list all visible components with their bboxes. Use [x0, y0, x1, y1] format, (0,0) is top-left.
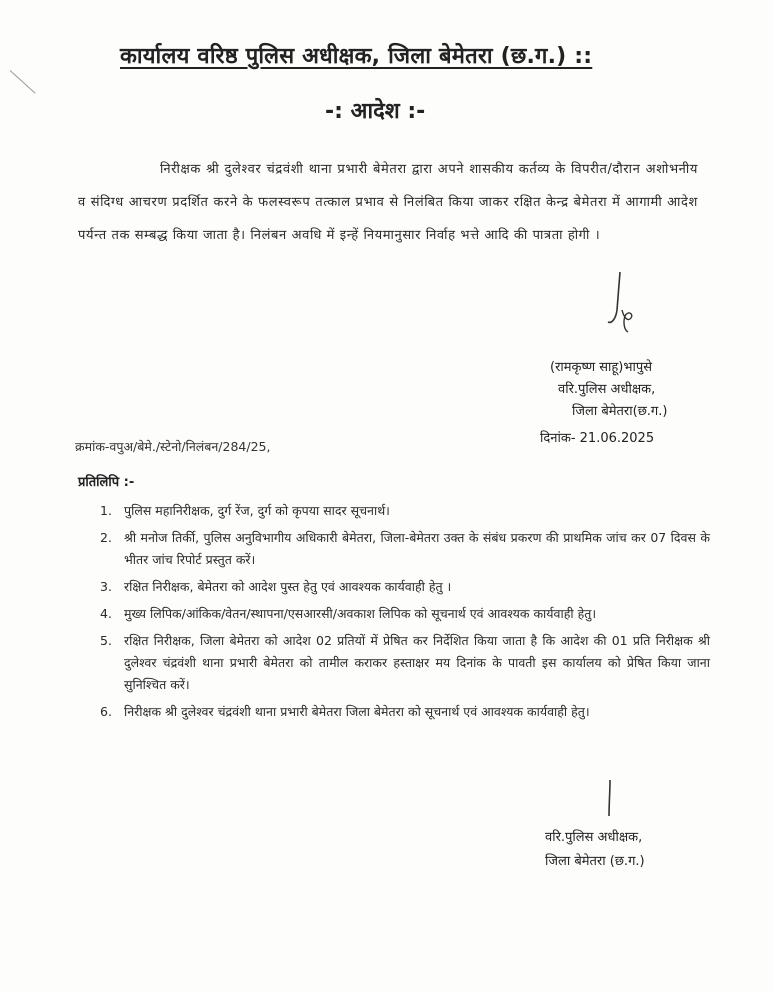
list-item-text: मुख्य लिपिक/आंकिक/वेतन/स्थापना/एसआरसी/अवकाश लिपिक को सूचनार्थ एवं आवश्यक कार्यवाही हेतु। [124, 606, 597, 621]
list-item-text: रक्षित निरीक्षक, जिला बेमेतरा को आदेश 02 प्रतियों में प्रेषित कर निर्देशित किया जाता है कि आदेश की 01 प्रति निरीक्षक श्री दुलेश्वर चंद्रवंशी थाना प्रभारी बेमेतरा को तामील कराकर हस्ताक्षर मय दिनांक के पावती इस कार्यालय को प्रेषित किया जाना सुनिश्चित करें। [124, 633, 710, 692]
order-date: दिनांक- 21.06.2025 [540, 431, 655, 446]
list-item-text: रक्षित निरीक्षक, बेमेतरा को आदेश पुस्त हेतु एवं आवश्यक कार्यवाही हेतु । [124, 579, 452, 594]
signature-mark [598, 270, 638, 340]
list-item [100, 701, 710, 723]
list-item-text: निरीक्षक श्री दुलेश्वर चंद्रवंशी थाना प्रभारी बेमेतरा जिला बेमेतरा को सूचनार्थ एवं आवश्यक कार्यवाही हेतु। [124, 704, 590, 719]
list-item-text: श्री मनोज तिर्की, पुलिस अनुविभागीय अधिकारी बेमेतरा, जिला-बेमेतरा उक्त के संबंध प्रकरण की प्राथमिक जांच कर 07 दिवस के भीतर जांच रिपोर्ट प्रस्तुत करें। [124, 530, 710, 567]
copy-to-heading: प्रतिलिपि :- [78, 475, 135, 490]
list-item [100, 630, 710, 696]
list-item-number: 2. [100, 530, 112, 545]
list-item-number: 6. [100, 704, 112, 719]
signatory-block-1 [550, 357, 667, 423]
list-item-text: पुलिस महानिरीक्षक, दुर्ग रेंज, दुर्ग को कृपया सादर सूचनार्थ। [124, 503, 390, 518]
office-title-text: कार्यालय वरिष्ठ पुलिस अधीक्षक, जिला बेमेतरा (छ.ग.) :: [120, 44, 593, 69]
copy-to-list [100, 500, 710, 728]
list-item [100, 576, 710, 598]
list-item [100, 603, 710, 625]
signatory-name: (रामकृष्ण साहू)भापुसे [550, 360, 653, 375]
signatory-designation: वरि.पुलिस अधीक्षक, [545, 830, 643, 845]
list-item-number: 4. [100, 606, 112, 621]
office-title [120, 40, 680, 70]
signature-mark [600, 778, 620, 828]
list-item-number: 3. [100, 579, 112, 594]
reference-number: क्रमांक-वपुअ/बेमे./स्टेनो/निलंबन/284/25, [75, 439, 271, 454]
list-item [100, 500, 710, 522]
signatory-district: जिला बेमेतरा (छ.ग.) [545, 854, 645, 869]
list-item-number: 1. [100, 503, 112, 518]
list-item-number: 5. [100, 633, 112, 648]
stray-pen-mark [10, 70, 36, 93]
signatory-district: जिला बेमेतरा(छ.ग.) [572, 404, 668, 419]
signatory-designation: वरि.पुलिस अधीक्षक, [558, 382, 656, 397]
order-heading: -: आदेश :- [325, 99, 426, 124]
list-item [100, 527, 710, 571]
signatory-block-2 [545, 826, 645, 874]
order-body-paragraph: निरीक्षक श्री दुलेश्वर चंद्रवंशी थाना प्रभारी बेमेतरा द्वारा अपने शासकीय कर्तव्य के विपरीत/दौरान अशोभनीय व संदिग्ध आचरण प्रदर्शित करने के फलस्वरूप तत्काल प्रभाव से निलंबित किया जाकर रक्षित केन्द्र बेमेतरा में आगामी आदेश पर्यन्त तक सम्बद्ध किया जाता है। निलंबन अवधि में इन्हें नियमानुसार निर्वाह भत्ते आदि की पात्रता होगी । [78, 162, 698, 243]
